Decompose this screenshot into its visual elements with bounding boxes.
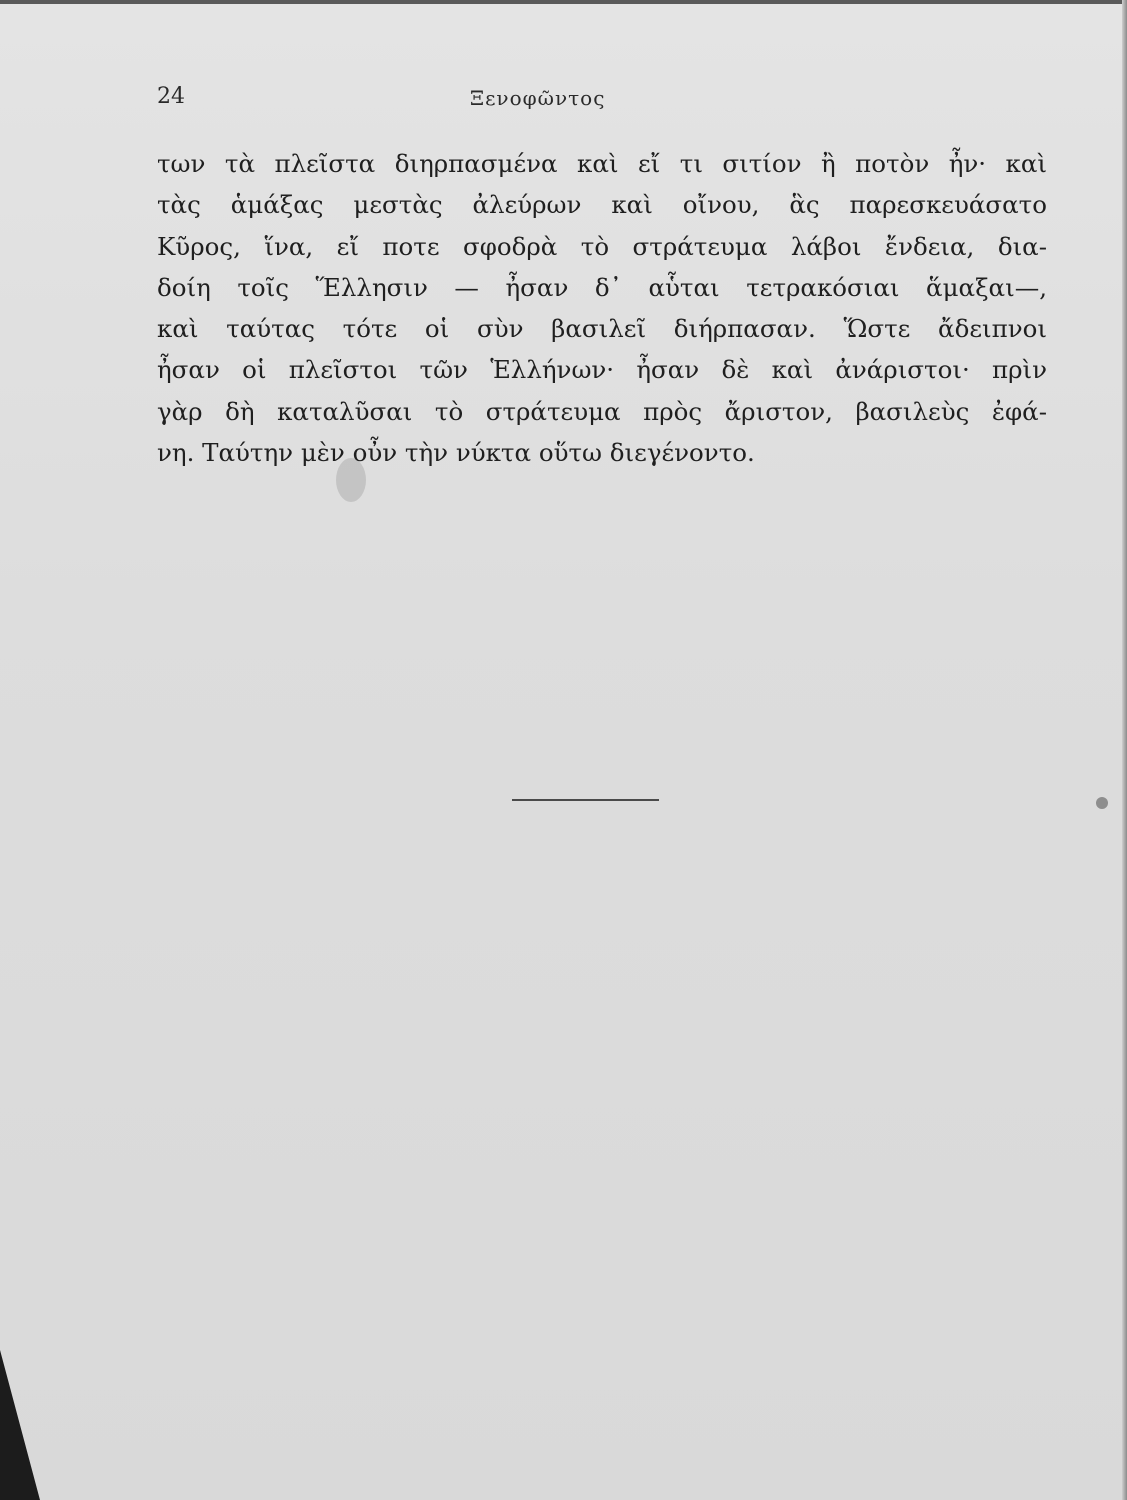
page-number: 24 <box>157 84 185 109</box>
running-title: Ξενοφῶντος <box>470 86 606 110</box>
text-line: τὰς ἁμάξας μεστὰς ἀλεύρων καὶ οἴνου, ἃς παρεσκευάσατο <box>157 190 1047 220</box>
text-line: δοίη τοῖς Ἕλλησιν — ἦσαν δ᾽ αὗται τετρακόσιαι ἅμαξαι—, <box>157 272 1047 302</box>
page-right-edge <box>1122 0 1127 1500</box>
page-corner-shadow <box>0 1350 40 1500</box>
text-line: Κῦρος, ἵνα, εἴ ποτε σφοδρὰ τὸ στράτευμα λάβοι ἔνδεια, δια- <box>157 231 1047 261</box>
stain-mark <box>1096 797 1108 809</box>
text-line: νη. Ταύτην μὲν οὖν τὴν νύκτα οὕτω διεγένοντο. <box>157 438 755 468</box>
text-line: γὰρ δὴ καταλῦσαι τὸ στράτευμα πρὸς ἄριστον, βασιλεὺς ἐφά- <box>157 396 1047 426</box>
page-top-edge <box>0 0 1127 4</box>
text-line: ἦσαν οἱ πλεῖστοι τῶν Ἑλλήνων· ἦσαν δὲ καὶ ἀνάριστοι· πρὶν <box>157 355 1047 385</box>
section-end-rule <box>512 799 659 801</box>
text-line: των τὰ πλεῖστα διηρπασμένα καὶ εἴ τι σιτίον ἢ ποτὸν ἦν· καὶ <box>157 149 1047 178</box>
text-line: καὶ ταύτας τότε οἱ σὺν βασιλεῖ διήρπασαν. Ὥστε ἄδειπνοι <box>157 314 1047 344</box>
body-paragraph <box>157 143 1057 473</box>
